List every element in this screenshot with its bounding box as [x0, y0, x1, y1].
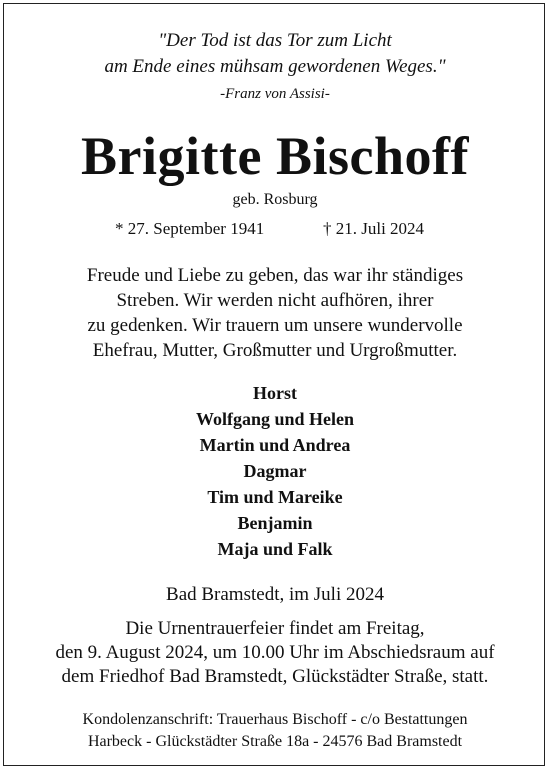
- message-line: zu gedenken. Wir trauern um unsere wundervolle: [87, 315, 463, 336]
- condolence-address: [0, 709, 550, 753]
- service-line: den 9. August 2024, um 10.00 Uhr im Abschiedsraum auf: [55, 642, 495, 663]
- service-info: [0, 617, 550, 689]
- death-date: † 21. Juli 2024: [323, 219, 425, 238]
- quote-author: -Franz von Assisi-: [220, 86, 330, 102]
- quote-line: am Ende eines mühsam gewordenen Weges.": [104, 56, 446, 77]
- deceased-name: Brigitte Bischoff: [81, 126, 469, 186]
- service-line: dem Friedhof Bad Bramstedt, Glückstädter Straße, statt.: [61, 666, 489, 687]
- family-member: Wolfgang und Helen: [195, 409, 355, 429]
- condolence-line: Kondolenzanschrift: Trauerhaus Bischoff - c/o Bestattungen: [82, 711, 468, 728]
- family-member: Dagmar: [243, 461, 307, 481]
- family-list: [0, 380, 550, 562]
- birth-name: geb. Rosburg: [232, 191, 318, 208]
- family-member: Horst: [253, 383, 297, 403]
- family-member: Benjamin: [237, 513, 313, 533]
- message-text: [0, 263, 550, 363]
- message-line: Freude und Liebe zu geben, das war ihr ständiges: [86, 265, 464, 286]
- family-member: Martin und Andrea: [199, 435, 351, 455]
- quote-line: "Der Tod ist das Tor zum Licht: [158, 30, 392, 51]
- condolence-line: Harbeck - Glückstädter Straße 18a - 24576 Bad Bramstedt: [87, 733, 463, 750]
- service-line: Die Urnentrauerfeier findet am Freitag,: [125, 618, 425, 639]
- message-line: Ehefrau, Mutter, Großmutter und Urgroßmutter.: [92, 340, 458, 361]
- family-member: Tim und Mareike: [207, 487, 343, 507]
- message-line: Streben. Wir werden nicht aufhören, ihrer: [116, 290, 434, 311]
- birth-date: * 27. September 1941: [115, 219, 265, 238]
- family-member: Maja und Falk: [217, 539, 333, 559]
- place-date: Bad Bramstedt, im Juli 2024: [166, 584, 384, 605]
